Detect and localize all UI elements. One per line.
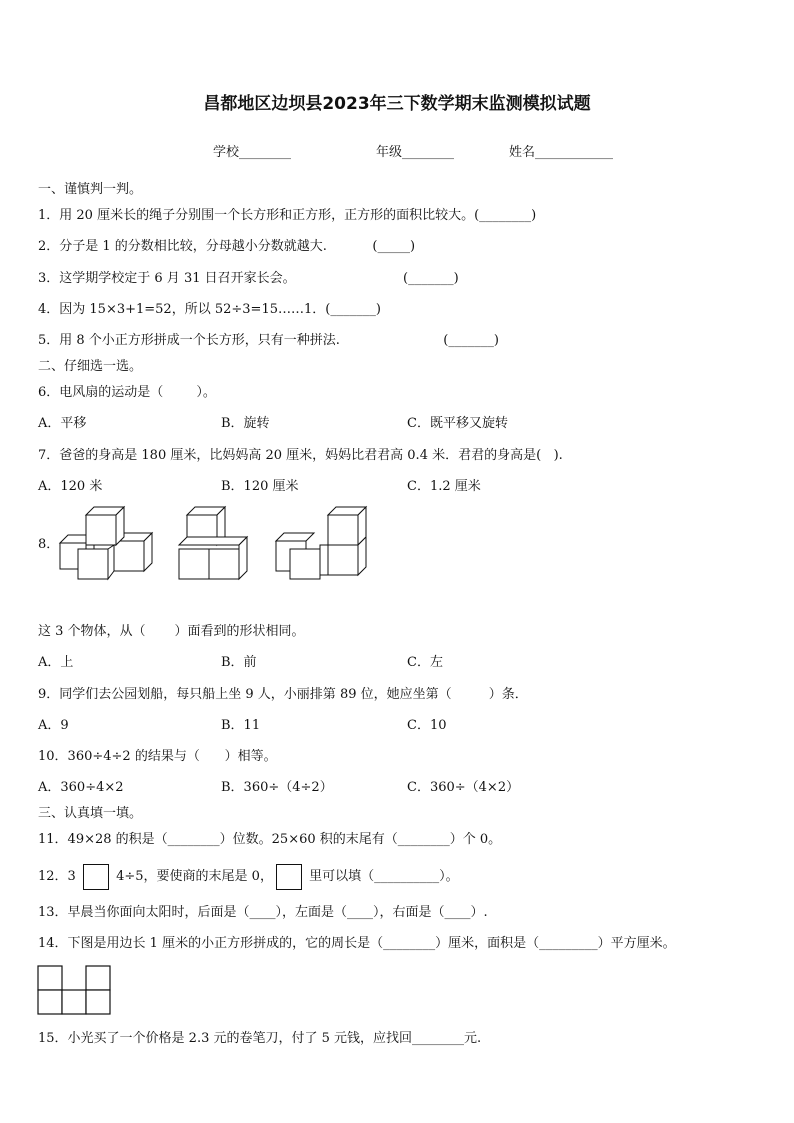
- option-c: C．1.2 厘米: [407, 479, 481, 494]
- school-field[interactable]: 学校________: [213, 145, 292, 160]
- option-c: C．10: [407, 718, 447, 733]
- question-4: 4．因为 15×3+1=52，所以 52÷3=15……1．(_______): [38, 302, 381, 317]
- question-10: 10．360÷4÷2 的结果与（ ）相等。: [38, 749, 277, 764]
- grade-field[interactable]: 年级________: [376, 145, 455, 160]
- answer-box[interactable]: [83, 864, 109, 890]
- option-a: A．上: [38, 655, 74, 670]
- question-3: 3．这学期学校定于 6 月 31 日召开家长会。 (_______): [38, 271, 459, 286]
- question-2: 2．分子是 1 的分数相比较，分母越小分数就越大. (_____): [38, 239, 416, 254]
- cube-figure-3: [272, 505, 372, 583]
- option-a: A．9: [38, 718, 69, 733]
- question-13: 13．早晨当你面向太阳时，后面是（____），左面是（____），右面是（____）.: [38, 905, 488, 920]
- option-a: A．360÷4×2: [38, 780, 124, 795]
- option-b: B．旋转: [221, 416, 270, 431]
- page-title: 昌都地区边坝县2023年三下数学期末监测模拟试题: [203, 94, 591, 114]
- cube-figure-2: [175, 505, 257, 583]
- cube-figure-1: [56, 505, 156, 583]
- question-12: [38, 862, 459, 892]
- square-grid-figure: [37, 965, 113, 1017]
- option-b: B．120 厘米: [221, 479, 299, 494]
- option-b: B．前: [221, 655, 257, 670]
- question-7: 7．爸爸的身高是 180 厘米，比妈妈高 20 厘米，妈妈比君君高 0.4 米．君君的身高是( ).: [38, 448, 563, 463]
- answer-box[interactable]: [276, 864, 302, 890]
- section-heading: 三、认真填一填。: [38, 806, 143, 821]
- question-1: 1．用 20 厘米长的绳子分别围一个长方形和正方形，正方形的面积比较大。(________): [38, 208, 537, 223]
- question-12-text: 4÷5，要使商的末尾是 0，: [116, 869, 273, 884]
- question-6: 6．电风扇的运动是（ ）。: [38, 385, 216, 400]
- question-11: 11．49×28 的积是（________）位数。25×60 积的末尾有（________）个 0。: [38, 832, 502, 847]
- question-15: 15．小光买了一个价格是 2.3 元的卷笔刀，付了 5 元钱，应找回________元.: [38, 1031, 482, 1046]
- question-9: 9．同学们去公园划船，每只船上坐 9 人，小丽排第 89 位，她应坐第（ ）条．: [38, 687, 528, 702]
- option-b: B．11: [221, 718, 261, 733]
- option-c: C．360÷（4×2）: [407, 780, 520, 795]
- section-heading: 二、仔细选一选。: [38, 359, 143, 374]
- question-14: 14．下图是用边长 1 厘米的小正方形拼成的，它的周长是（________）厘米，面积是（_________）平方厘米。: [38, 936, 676, 951]
- question-8: 这 3 个物体，从（ ）面看到的形状相同。: [38, 624, 305, 639]
- question-12-text: 里可以填（__________）。: [309, 869, 459, 884]
- option-a: A．平移: [38, 416, 87, 431]
- option-c: C．既平移又旋转: [407, 416, 508, 431]
- question-8-number: 8．: [38, 537, 60, 552]
- question-5: 5．用 8 个小正方形拼成一个长方形，只有一种拼法. (_______): [38, 333, 499, 348]
- option-a: A．120 米: [38, 479, 103, 494]
- option-b: B．360÷（4÷2）: [221, 780, 333, 795]
- question-12-text: 12．3: [38, 869, 76, 884]
- section-heading: 一、谨慎判一判。: [38, 182, 143, 197]
- option-c: C．左: [407, 655, 443, 670]
- name-field[interactable]: 姓名____________: [509, 145, 614, 160]
